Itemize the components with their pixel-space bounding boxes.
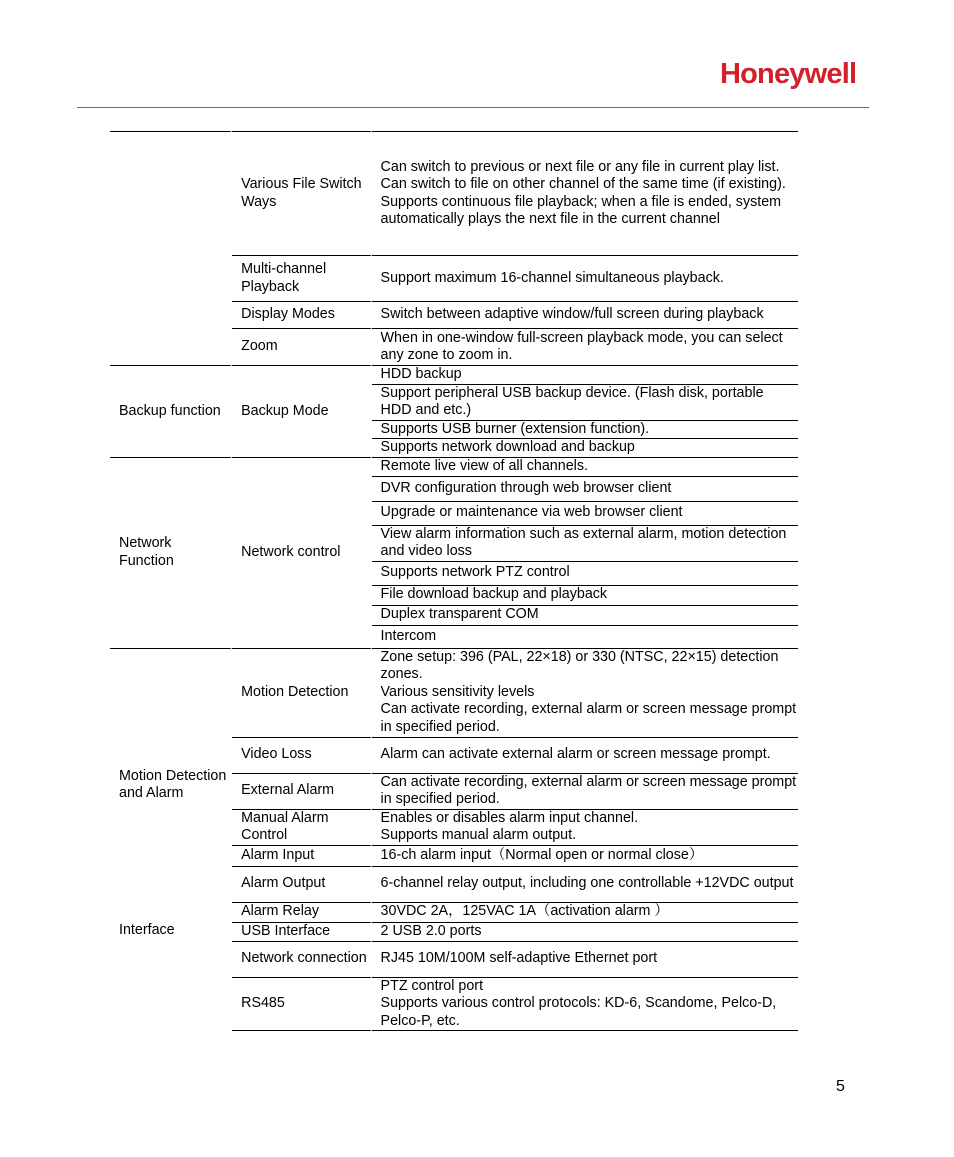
table-row xyxy=(110,131,798,255)
description-cell xyxy=(372,131,798,255)
feature-cell: Motion Detection xyxy=(232,648,371,737)
description-cell: DVR configuration through web browser client xyxy=(372,476,798,501)
feature-cell: External Alarm xyxy=(232,773,371,809)
category-cell xyxy=(110,131,232,365)
description-cell: Supports USB burner (extension function). xyxy=(372,420,798,439)
table-row xyxy=(110,365,798,384)
description-cell xyxy=(372,648,798,737)
table-row xyxy=(110,457,798,476)
description-cell: 2 USB 2.0 ports xyxy=(372,922,798,941)
header-rule xyxy=(77,107,869,108)
description-line: PTZ control port xyxy=(380,977,484,994)
description-cell: 30VDC 2A，125VAC 1A（activation alarm ） xyxy=(372,902,798,922)
category-cell: Network Function xyxy=(110,457,232,648)
category-cell: Interface xyxy=(110,922,232,1032)
description-line: Supports manual alarm output. xyxy=(380,827,577,843)
description-cell: HDD backup xyxy=(372,365,798,384)
description-line: Can switch to file on other channel of the same time (if existing). xyxy=(380,176,786,192)
description-cell: Switch between adaptive window/full screen during playback xyxy=(372,301,798,328)
description-cell: Support peripheral USB backup device. (Flash disk, portable HDD and etc.) xyxy=(372,384,798,420)
page-number: 5 xyxy=(836,1078,845,1095)
description-cell: Supports network download and backup xyxy=(372,438,798,457)
description-cell: View alarm information such as external alarm, motion detection and video loss xyxy=(372,525,798,561)
category-cell: Motion Detection and Alarm xyxy=(110,648,232,922)
feature-cell: Alarm Output xyxy=(232,866,371,902)
description-cell: Remote live view of all channels. xyxy=(372,457,798,476)
feature-cell: Alarm Input xyxy=(232,845,371,866)
feature-cell: Video Loss xyxy=(232,737,371,773)
table-row xyxy=(110,648,798,737)
feature-cell: Alarm Relay xyxy=(232,902,371,922)
table-row xyxy=(110,922,798,941)
description-line: Enables or disables alarm input channel. xyxy=(380,809,639,826)
description-cell: Supports network PTZ control xyxy=(372,561,798,585)
description-cell: 16-ch alarm input（Normal open or normal close） xyxy=(372,845,798,866)
feature-cell: Multi-channel Playback xyxy=(232,255,371,301)
feature-cell: Backup Mode xyxy=(232,365,371,457)
feature-cell: USB Interface xyxy=(232,922,371,941)
description-cell: Duplex transparent COM xyxy=(372,605,798,625)
description-cell: Can activate recording, external alarm or screen message prompt in specified period. xyxy=(372,773,798,809)
feature-cell: Network connection xyxy=(232,941,371,977)
description-cell: Support maximum 16-channel simultaneous playback. xyxy=(372,255,798,301)
description-cell: 6-channel relay output, including one controllable +12VDC output xyxy=(372,866,798,902)
honeywell-logo: Honeywell xyxy=(720,58,857,90)
feature-cell: RS485 xyxy=(232,977,371,1032)
description-line: Can switch to previous or next file or any file in current play list. xyxy=(380,158,780,175)
specifications-table xyxy=(110,131,798,1031)
description-cell: Alarm can activate external alarm or screen message prompt. xyxy=(372,737,798,773)
description-cell: When in one-window full-screen playback mode, you can select any zone to zoom in. xyxy=(372,328,798,365)
description-cell xyxy=(372,977,798,1032)
description-cell: Upgrade or maintenance via web browser client xyxy=(372,501,798,525)
feature-cell: Network control xyxy=(232,457,371,648)
description-line: Zone setup: 396 (PAL, 22×18) or 330 (NTSC, 22×15) detection zones. xyxy=(380,648,779,683)
feature-cell: Manual Alarm Control xyxy=(232,809,371,845)
description-line: Supports various control protocols: KD-6, Scandome, Pelco-D, Pelco-P, etc. xyxy=(380,995,777,1029)
description-line: Can activate recording, external alarm or screen message prompt in specified period. xyxy=(380,701,797,735)
feature-cell: Zoom xyxy=(232,328,371,365)
description-cell: Intercom xyxy=(372,625,798,648)
feature-cell: Various File Switch Ways xyxy=(232,131,371,255)
feature-cell: Display Modes xyxy=(232,301,371,328)
description-cell: File download backup and playback xyxy=(372,585,798,605)
description-line: Supports continuous file playback; when a file is ended, system automatically plays the next file in the current channel xyxy=(380,193,782,227)
description-cell: RJ45 10M/100M self-adaptive Ethernet port xyxy=(372,941,798,977)
description-line: Various sensitivity levels xyxy=(380,683,535,700)
category-cell: Backup function xyxy=(110,365,232,457)
description-cell xyxy=(372,809,798,845)
